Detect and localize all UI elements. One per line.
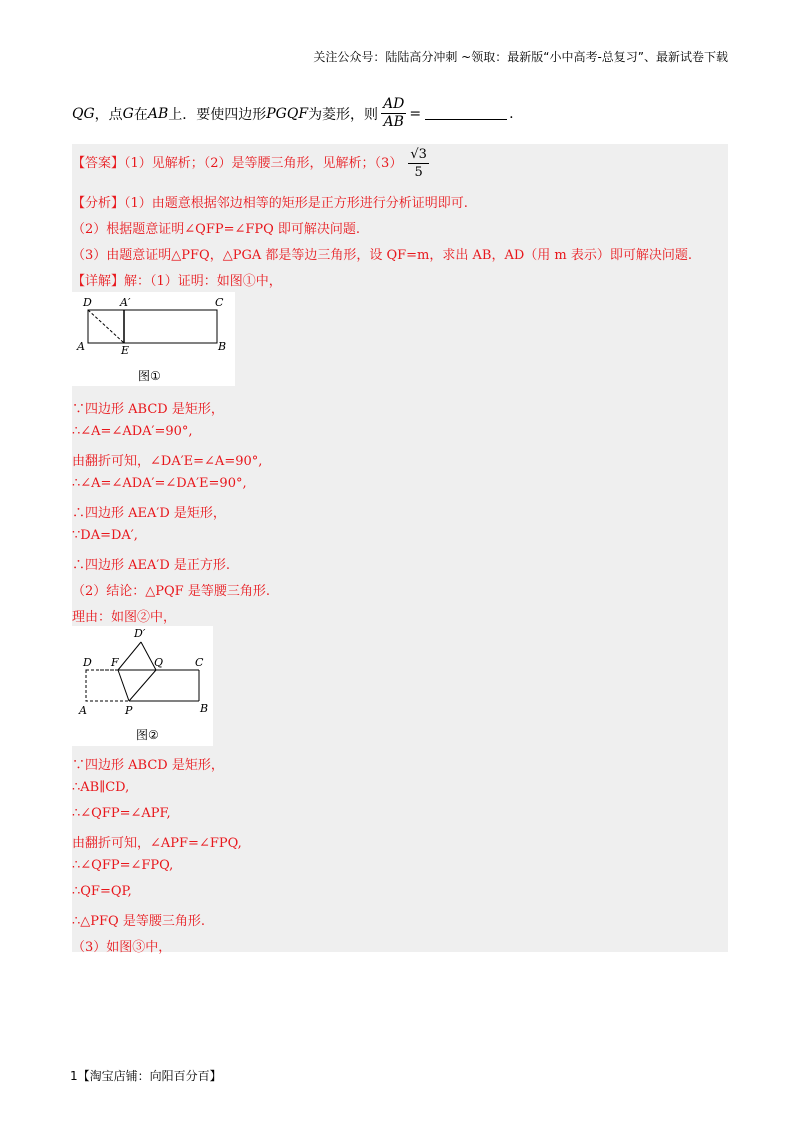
fig2-label-d: D xyxy=(83,656,92,669)
fig2-label-p: P xyxy=(125,704,133,717)
proof-line-7: ∴四边形 AEA′D 是正方形. xyxy=(72,558,231,573)
question-period: . xyxy=(509,105,514,122)
pgqf-label: PGQF xyxy=(266,105,309,122)
detail-line: 【详解】解：（1）证明：如图①中， xyxy=(72,274,282,289)
fig1-label-e: E xyxy=(121,344,130,357)
equals-sign: = xyxy=(409,105,422,122)
qg-label: QG xyxy=(72,105,95,122)
proof-line-1: ∵四边形 ABCD 是矩形， xyxy=(72,402,224,417)
answer-text: 【答案】（1）见解析；（2）是等腰三角形，见解析；（3） xyxy=(72,156,403,171)
answer-numerator: √3 xyxy=(410,147,427,162)
figure-2-diagram xyxy=(72,626,213,746)
solution-panel xyxy=(72,144,728,952)
proof-line-2: ∴∠A=∠ADA′=90°, xyxy=(72,424,193,439)
fig2-label-a: A xyxy=(79,704,87,717)
fig1-label-a-prime: A′ xyxy=(120,296,131,309)
answer-denominator: 5 xyxy=(414,165,423,180)
proof-line-16: ∴△PFQ 是等腰三角形. xyxy=(72,914,205,929)
page-footer: 1【淘宝店铺：向阳百分百】 xyxy=(70,1069,222,1083)
proof-line-10: ∵四边形 ABCD 是矩形， xyxy=(72,758,224,773)
answer-fraction xyxy=(408,146,429,181)
question-text-1: ，点 xyxy=(94,106,123,123)
proof-line-3: 由翻折可知，∠DA′E=∠A=90°, xyxy=(72,454,263,469)
proof-line-17: （3）如图③中， xyxy=(72,940,172,955)
fig2-label-f: F xyxy=(111,656,119,669)
question-text-2: 在 xyxy=(133,106,148,123)
fig1-label-a: A xyxy=(77,340,85,353)
analysis-line-3: （3）由题意证明△PFQ，△PGA 都是等边三角形，设 QF=m，求出 AB，AD（用 m 表示）即可解决问题. xyxy=(72,248,692,263)
figure-1 xyxy=(72,292,235,386)
fraction-numerator: AD xyxy=(383,96,405,112)
answer-blank xyxy=(425,107,507,120)
figure-1-diagram xyxy=(72,292,235,386)
figure-2 xyxy=(72,626,213,746)
proof-line-6: ∵DA=DA′, xyxy=(72,528,138,543)
proof-line-4: ∴∠A=∠ADA′=∠DA′E=90°, xyxy=(72,476,247,491)
question-text-4: 为菱形，则 xyxy=(308,106,379,123)
fig2-label-b: B xyxy=(200,702,209,715)
fig1-label-b: B xyxy=(218,340,227,353)
question-text-3: 上．要使四边形 xyxy=(168,106,267,123)
fig1-label-c: C xyxy=(215,296,224,309)
ratio-fraction xyxy=(381,96,406,131)
proof-line-14: ∴∠QFP=∠FPQ, xyxy=(72,858,174,873)
fig2-label-d-prime: D′ xyxy=(134,627,146,640)
ab-label: AB xyxy=(147,105,169,122)
fig2-caption: 图② xyxy=(136,728,159,742)
question-line xyxy=(72,96,514,131)
answer-line xyxy=(72,146,429,181)
fig2-label-c: C xyxy=(195,656,204,669)
fraction-denominator: AB xyxy=(383,114,404,130)
proof-line-13: 由翻折可知，∠APF=∠FPQ, xyxy=(72,836,242,851)
proof-line-15: ∴QF=QP, xyxy=(72,884,132,899)
fig1-label-d: D xyxy=(83,296,92,309)
analysis-line-1: 【分析】（1）由题意根据邻边相等的矩形是正方形进行分析证明即可. xyxy=(72,196,468,211)
fig1-caption: 图① xyxy=(138,369,161,383)
proof-line-12: ∴∠QFP=∠APF, xyxy=(72,806,171,821)
proof-line-9: 理由：如图②中， xyxy=(72,610,177,625)
g-label: G xyxy=(122,105,134,122)
page-header: 关注公众号：陆陆高分冲刺 ~领取：最新版“小中高考-总复习”、最新试卷下载 xyxy=(313,50,728,64)
proof-line-8: （2）结论：△PQF 是等腰三角形. xyxy=(72,584,270,599)
fig2-label-q: Q xyxy=(154,656,164,669)
analysis-line-2: （2）根据题意证明∠QFP=∠FPQ 即可解决问题. xyxy=(72,222,361,237)
proof-line-11: ∴AB∥CD, xyxy=(72,780,130,795)
proof-line-5: ∴四边形 AEA′D 是矩形， xyxy=(72,506,226,521)
